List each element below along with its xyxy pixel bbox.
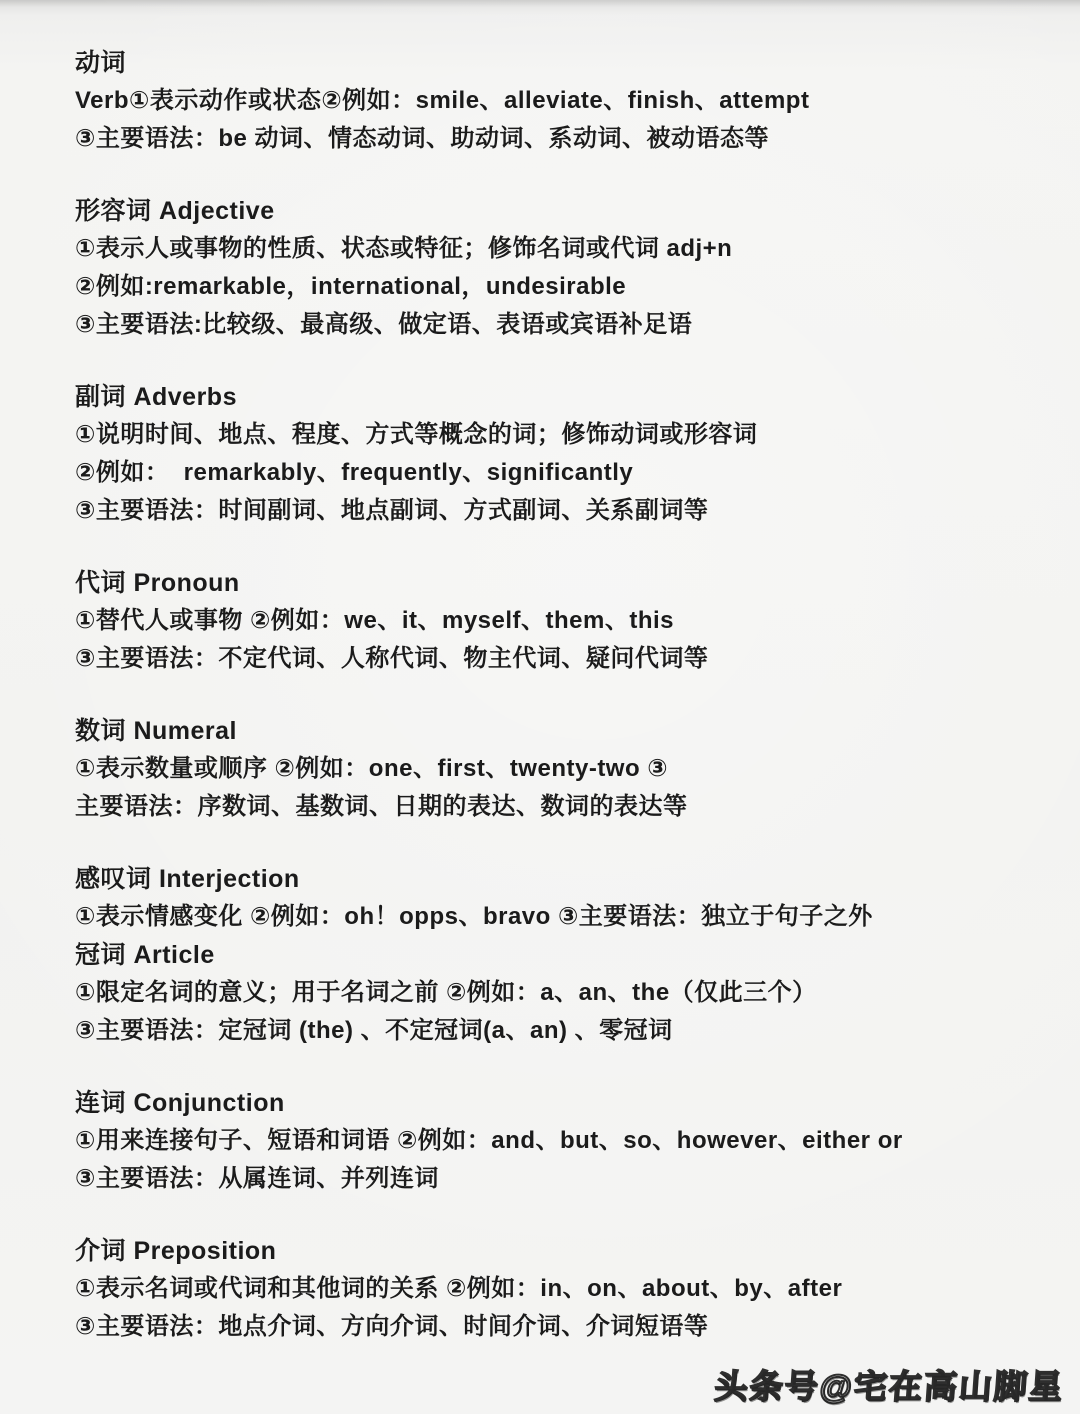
section-heading: 形容词 Adjective (75, 197, 275, 225)
text-line: ①表示数量或顺序 ②例如：one、first、twenty-two ③ (75, 755, 669, 782)
grammar-section-verb (75, 44, 1044, 158)
grammar-section-adjective (75, 192, 1044, 344)
text-line: ①用来连接句子、短语和词语 ②例如：and、but、so、however、either or (75, 1127, 903, 1154)
text-line: ③主要语法:比较级、最高级、做定语、表语或宾语补足语 (75, 311, 693, 338)
grammar-section-interjection (75, 860, 1044, 936)
section-lines (75, 416, 1044, 530)
text-line: ③主要语法：从属连词、并列连词 (75, 1165, 439, 1192)
section-lines (75, 1122, 1044, 1198)
watermark: 头条号@宅在高山脚星 (713, 1368, 1066, 1405)
notes-content (75, 44, 1044, 1380)
grammar-section-numeral (75, 712, 1044, 826)
text-line: ③主要语法：定冠词 (the) 、不定冠词(a、an) 、零冠词 (75, 1017, 673, 1044)
section-lines (75, 230, 1044, 344)
section-heading: 感叹词 Interjection (75, 865, 300, 893)
text-line: ③主要语法：不定代词、人称代词、物主代词、疑问代词等 (75, 645, 709, 672)
grammar-section-pronoun (75, 564, 1044, 678)
text-line: ②例如： remarkably、frequently、significantly (75, 459, 634, 486)
grammar-section-adverb (75, 378, 1044, 530)
section-heading: 冠词 Article (75, 941, 215, 969)
grammar-section-article (75, 936, 1044, 1050)
text-line: Verb①表示动作或状态②例如：smile、alleviate、finish、attempt (75, 87, 810, 114)
sections (75, 44, 1044, 1346)
text-line: ①替代人或事物 ②例如：we、it、myself、them、this (75, 607, 675, 634)
text-line: ①表示情感变化 ②例如：oh！opps、bravo ③主要语法：独立于句子之外 (75, 903, 873, 930)
section-heading: 动词 (75, 49, 127, 77)
text-line: ③主要语法：地点介词、方向介词、时间介词、介词短语等 (75, 1313, 709, 1340)
section-heading: 副词 Adverbs (75, 383, 237, 411)
section-lines (75, 602, 1044, 678)
section-heading: 代词 Pronoun (75, 569, 240, 597)
grammar-section-preposition (75, 1232, 1044, 1346)
grammar-section-conjunction (75, 1084, 1044, 1198)
text-line: ③主要语法：时间副词、地点副词、方式副词、关系副词等 (75, 497, 709, 524)
section-lines (75, 750, 1044, 826)
section-lines (75, 1270, 1044, 1346)
text-line: ①表示名词或代词和其他词的关系 ②例如：in、on、about、by、after (75, 1275, 843, 1302)
text-line: ①说明时间、地点、程度、方式等概念的词；修饰动词或形容词 (75, 421, 758, 448)
section-lines (75, 974, 1044, 1050)
section-heading: 连词 Conjunction (75, 1089, 285, 1117)
section-lines (75, 82, 1044, 158)
text-line: ②例如:remarkable，international，undesirable (75, 273, 627, 300)
text-line: ③主要语法：be 动词、情态动词、助动词、系动词、被动语态等 (75, 125, 769, 152)
text-line: ①表示人或事物的性质、状态或特征；修饰名词或代词 adj+n (75, 235, 733, 262)
text-line: ①限定名词的意义；用于名词之前 ②例如：a、an、the（仅此三个） (75, 979, 817, 1006)
text-line: 主要语法：序数词、基数词、日期的表达、数词的表达等 (75, 793, 688, 820)
section-heading: 介词 Preposition (75, 1237, 277, 1265)
section-heading: 数词 Numeral (75, 717, 237, 745)
section-lines (75, 898, 1044, 936)
